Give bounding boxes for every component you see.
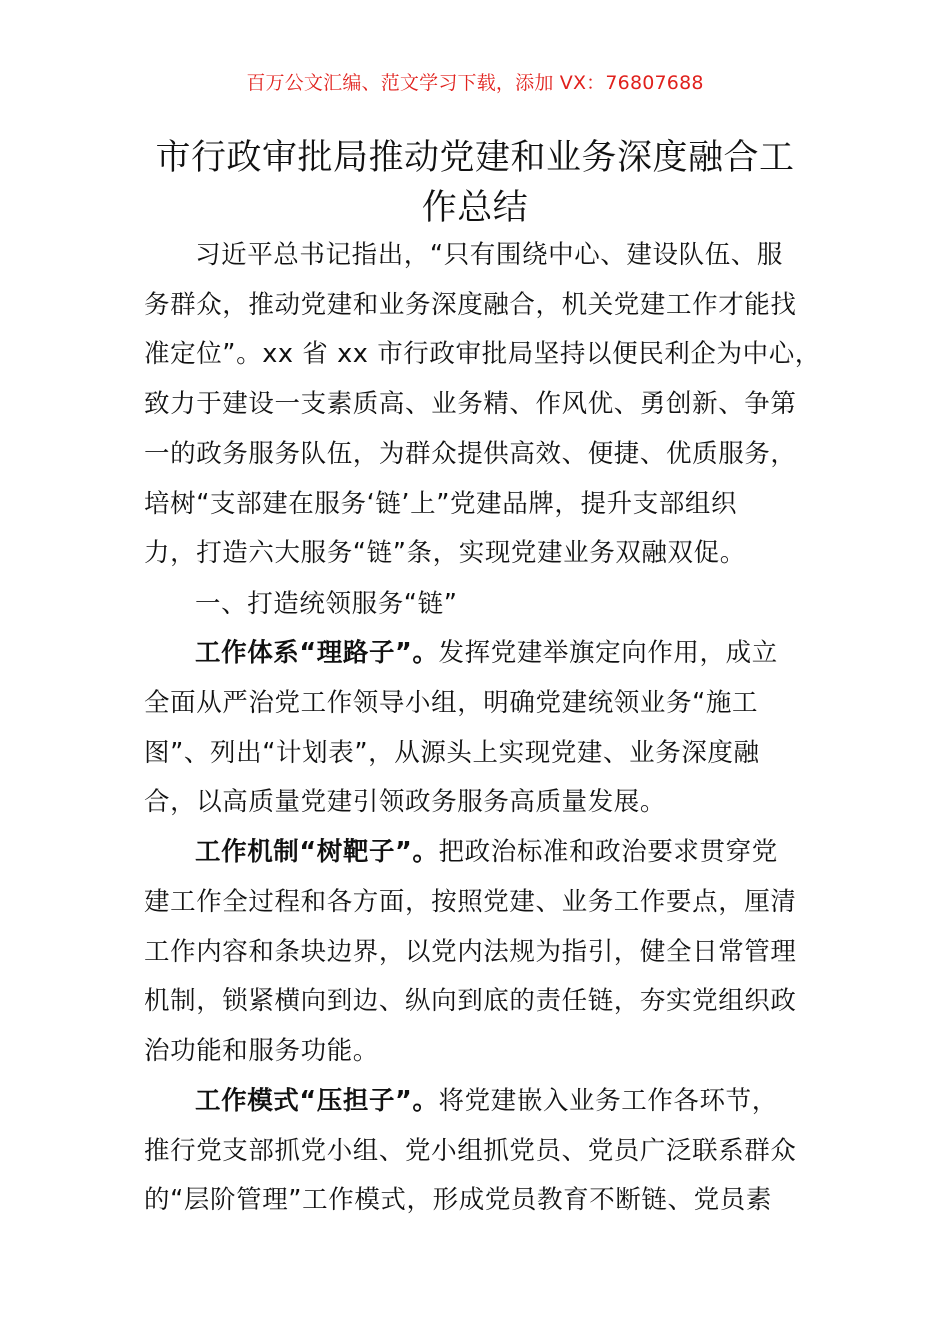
- text-line: 习近平总书记指出，“只有围绕中心、建设队伍、服: [195, 240, 784, 270]
- text-line: 致力于建设一支素质高、业务精、作风优、勇创新、争第: [144, 389, 797, 419]
- text-line: [195, 1081, 778, 1117]
- text-line: [195, 633, 778, 669]
- watermark-banner: 百万公文汇编、范文学习下载，添加 VX：76807688: [246, 72, 704, 94]
- text-line: 治功能和服务功能。: [144, 1036, 379, 1066]
- text-line: 一的政务服务队伍，为群众提供高效、便捷、优质服务，: [144, 439, 797, 469]
- paragraph-text: 把政治标准和政治要求贯穿党: [438, 837, 778, 867]
- text-line: 培树“支部建在服务‘链’上”党建品牌，提升支部组织: [144, 489, 738, 519]
- text-line: 机制，锁紧横向到边、纵向到底的责任链，夯实党组织政: [144, 986, 797, 1016]
- document-title-line-1: 市行政审批局推动党建和业务深度融合工: [155, 138, 795, 178]
- paragraph-lead: 工作模式“压担子”。: [195, 1086, 439, 1116]
- text-line: 合，以高质量党建引领政务服务高质量发展。: [144, 787, 667, 817]
- text-line: 准定位”。xx 省 xx 市行政审批局坚持以便民利企为中心，: [144, 339, 821, 369]
- text-line: [195, 832, 778, 868]
- paragraph-text: 发挥党建举旗定向作用，成立: [438, 638, 778, 668]
- document-title-line-2: 作总结: [421, 188, 529, 228]
- text-line: 推行党支部抓党小组、党小组抓党员、党员广泛联系群众: [144, 1136, 797, 1166]
- text-line: 力，打造六大服务“链”条，实现党建业务双融双促。: [144, 538, 746, 568]
- text-line: 务群众，推动党建和业务深度融合，机关党建工作才能找: [144, 290, 797, 320]
- paragraph-text: 将党建嵌入业务工作各环节，: [438, 1086, 778, 1116]
- paragraph-lead: 工作体系“理路子”。: [195, 638, 439, 668]
- paragraph-lead: 工作机制“树靶子”。: [195, 837, 439, 867]
- text-line: 图”、列出“计划表”，从源头上实现党建、业务深度融: [144, 738, 760, 768]
- text-line: 全面从严治党工作领导小组，明确党建统领业务“施工: [144, 688, 759, 718]
- text-line: 建工作全过程和各方面，按照党建、业务工作要点，厘清: [144, 887, 797, 917]
- text-line: 工作内容和条块边界，以党内法规为指引，健全日常管理: [144, 937, 797, 967]
- section-heading: 一、打造统领服务“链”: [195, 589, 458, 619]
- text-line: 的“层阶管理”工作模式，形成党员教育不断链、党员素: [144, 1185, 772, 1215]
